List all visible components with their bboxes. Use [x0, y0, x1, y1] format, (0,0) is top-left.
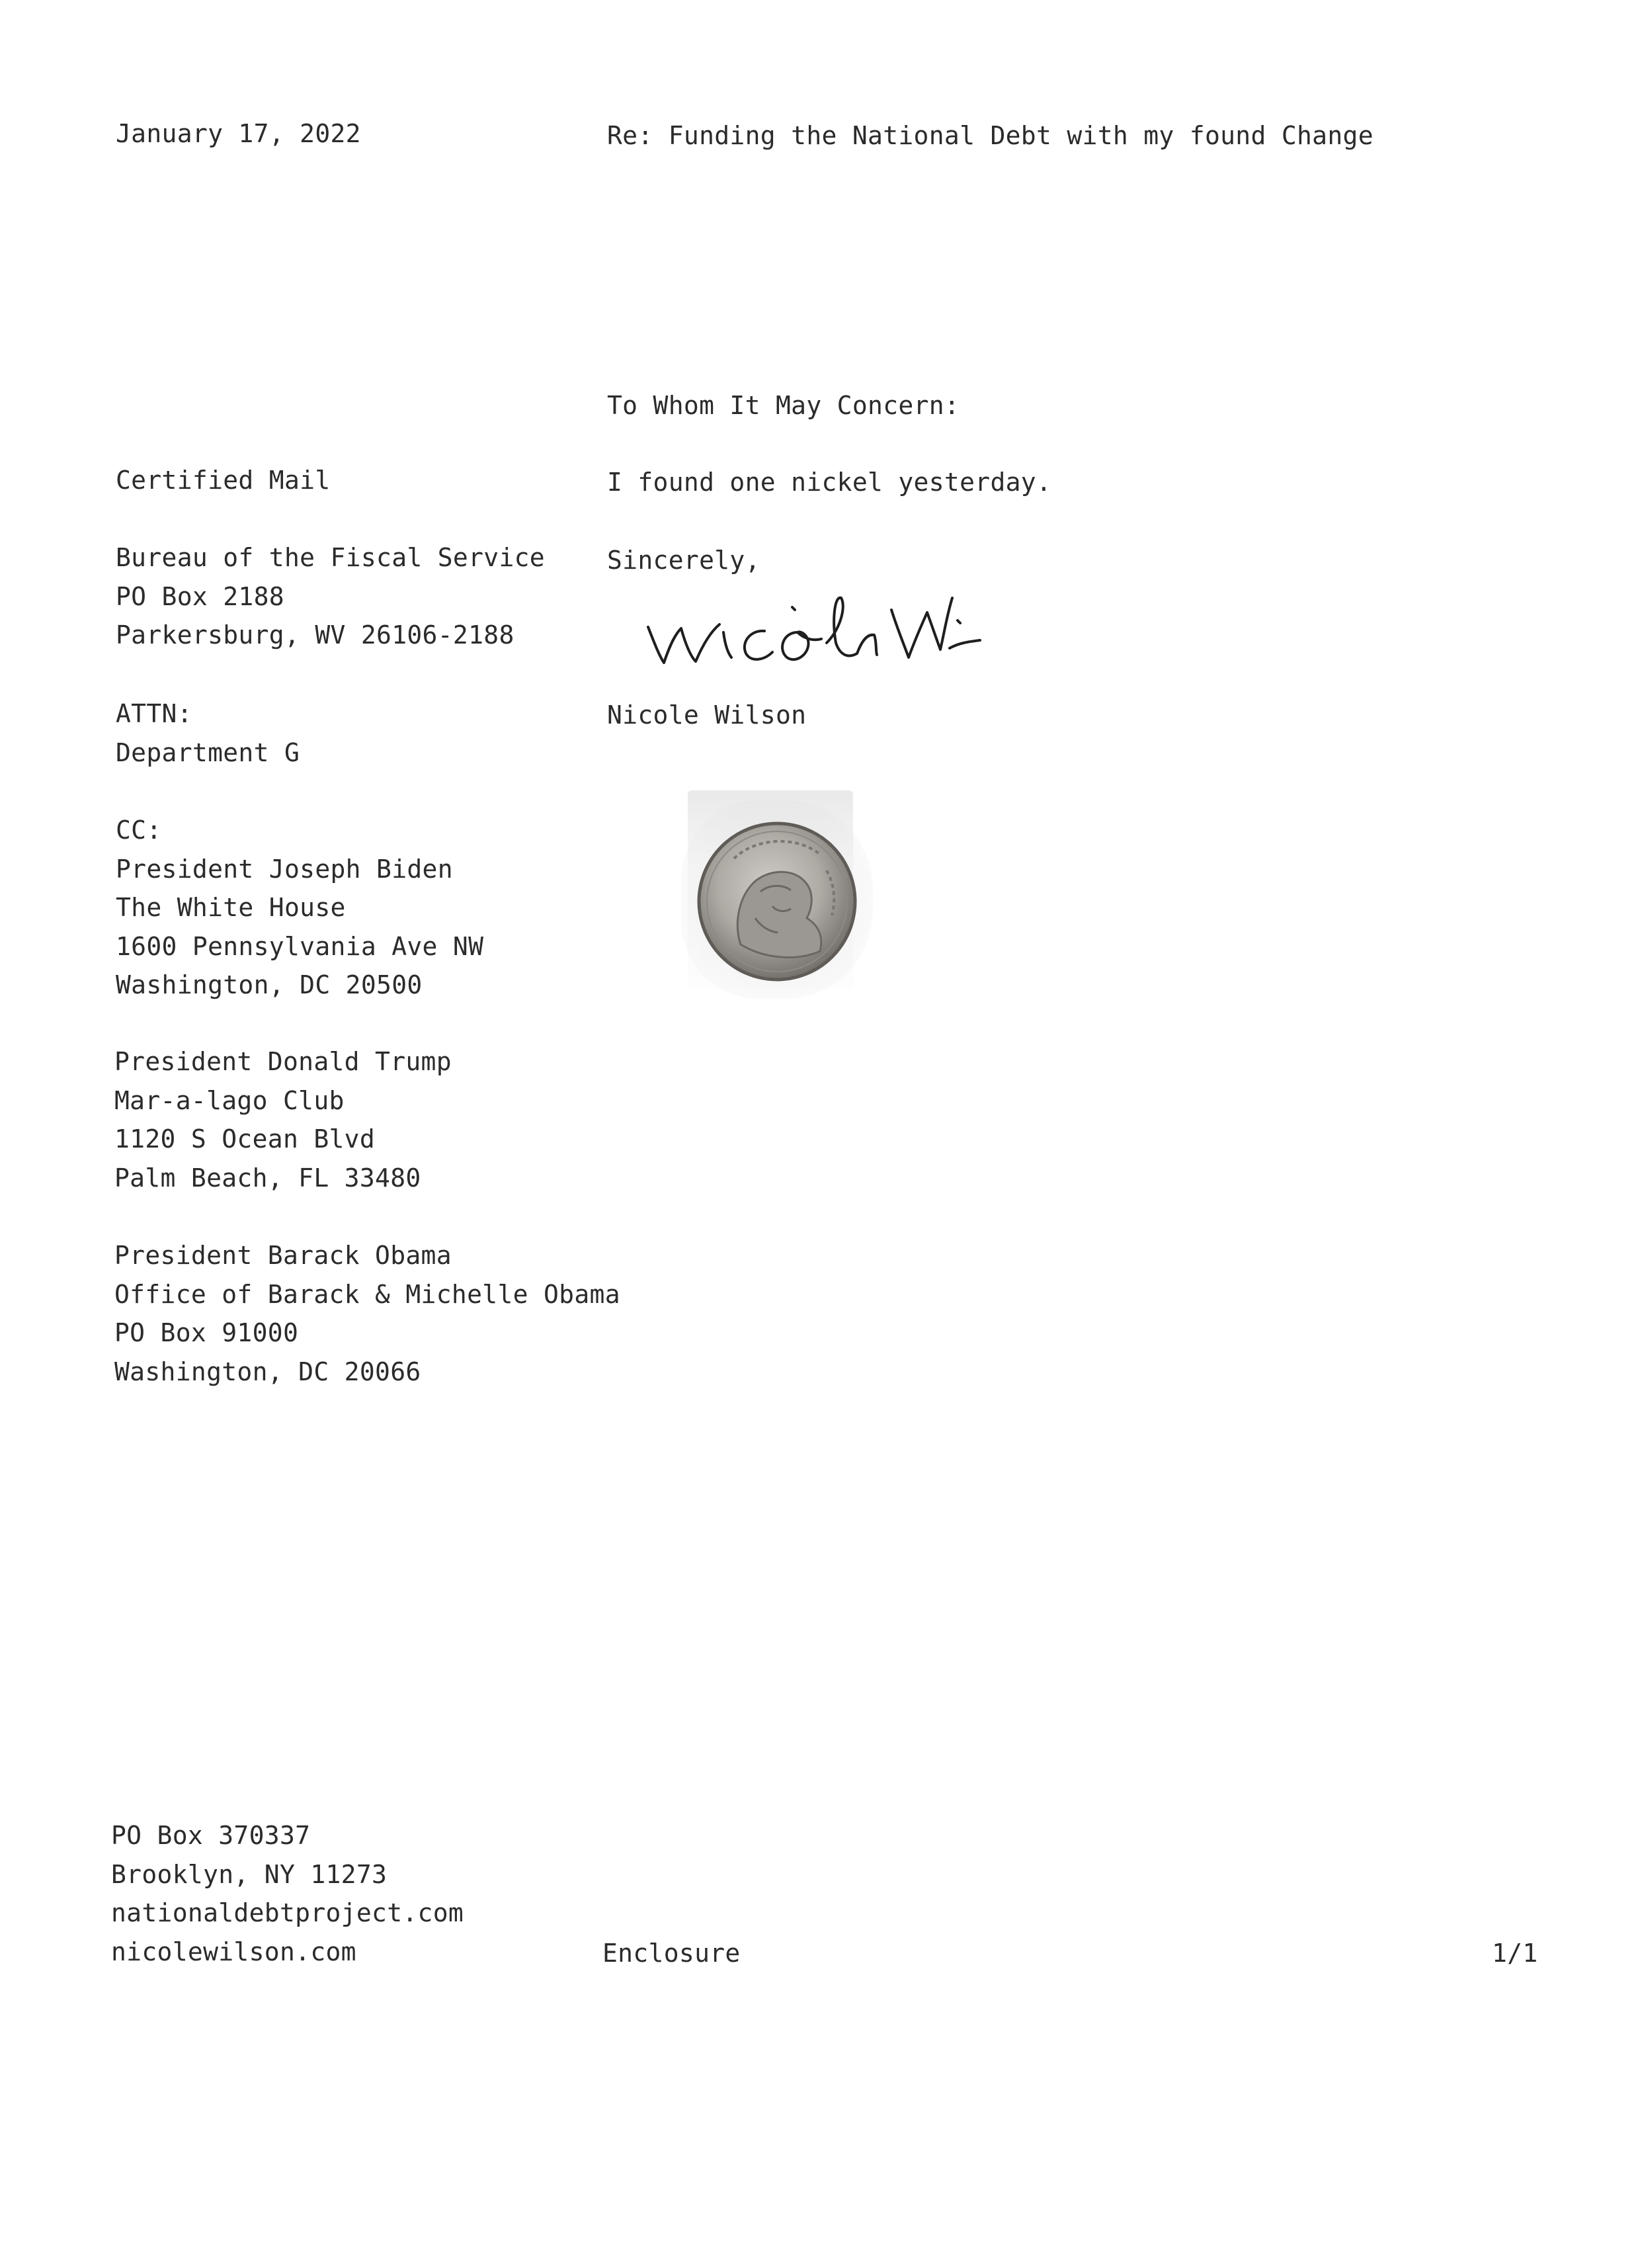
closing: Sincerely,: [607, 546, 760, 575]
attention-label: ATTN:: [116, 699, 192, 728]
cc-line: President Donald Trump: [114, 1047, 452, 1076]
letter-date: January 17, 2022: [116, 119, 361, 148]
enclosure-image: [635, 787, 913, 1038]
cc-line: Washington, DC 20500: [116, 970, 423, 999]
enclosure-label: Enclosure: [602, 1939, 741, 1968]
salutation: To Whom It May Concern:: [607, 391, 960, 420]
cc-line: President Barack Obama: [114, 1241, 452, 1270]
sender-website: nationaldebtproject.com: [111, 1898, 464, 1927]
nickel-coin-icon: [694, 819, 860, 984]
sender-address: [111, 1816, 464, 1971]
cc-line: 1120 S Ocean Blvd: [114, 1124, 376, 1154]
cc-line: The White House: [116, 893, 346, 922]
recipient-line: PO Box 2188: [116, 581, 284, 611]
cc-recipient-3: [114, 1236, 620, 1391]
cc-recipient-2: [114, 1042, 452, 1197]
attention-block: [116, 694, 300, 772]
recipient-line: Bureau of the Fiscal Service: [116, 543, 545, 572]
cc-line: Office of Barack & Michelle Obama: [114, 1279, 620, 1309]
letter-subject: Re: Funding the National Debt with my found Change: [607, 121, 1374, 150]
cc-label: CC:: [116, 816, 162, 845]
cc-line: Mar-a-lago Club: [114, 1085, 345, 1115]
sender-website: nicolewilson.com: [111, 1937, 356, 1966]
cc-line: 1600 Pennsylvania Ave NW: [116, 931, 484, 961]
cc-block: [116, 811, 483, 1005]
recipient-address: [116, 538, 545, 655]
cc-line: Washington, DC 20066: [114, 1357, 421, 1386]
cc-line: President Joseph Biden: [116, 854, 453, 884]
attention-department: Department G: [116, 737, 300, 767]
sender-line: PO Box 370337: [111, 1821, 311, 1850]
signer-name: Nicole Wilson: [607, 700, 807, 730]
delivery-method: Certified Mail: [116, 466, 331, 495]
cc-line: PO Box 91000: [114, 1318, 299, 1347]
cc-line: Palm Beach, FL 33480: [114, 1163, 421, 1193]
page-number: 1/1: [1492, 1939, 1538, 1968]
recipient-line: Parkersburg, WV 26106-2188: [116, 620, 514, 650]
sender-line: Brooklyn, NY 11273: [111, 1859, 388, 1889]
letter-body: I found one nickel yesterday.: [607, 468, 1052, 497]
signature: [641, 569, 985, 681]
